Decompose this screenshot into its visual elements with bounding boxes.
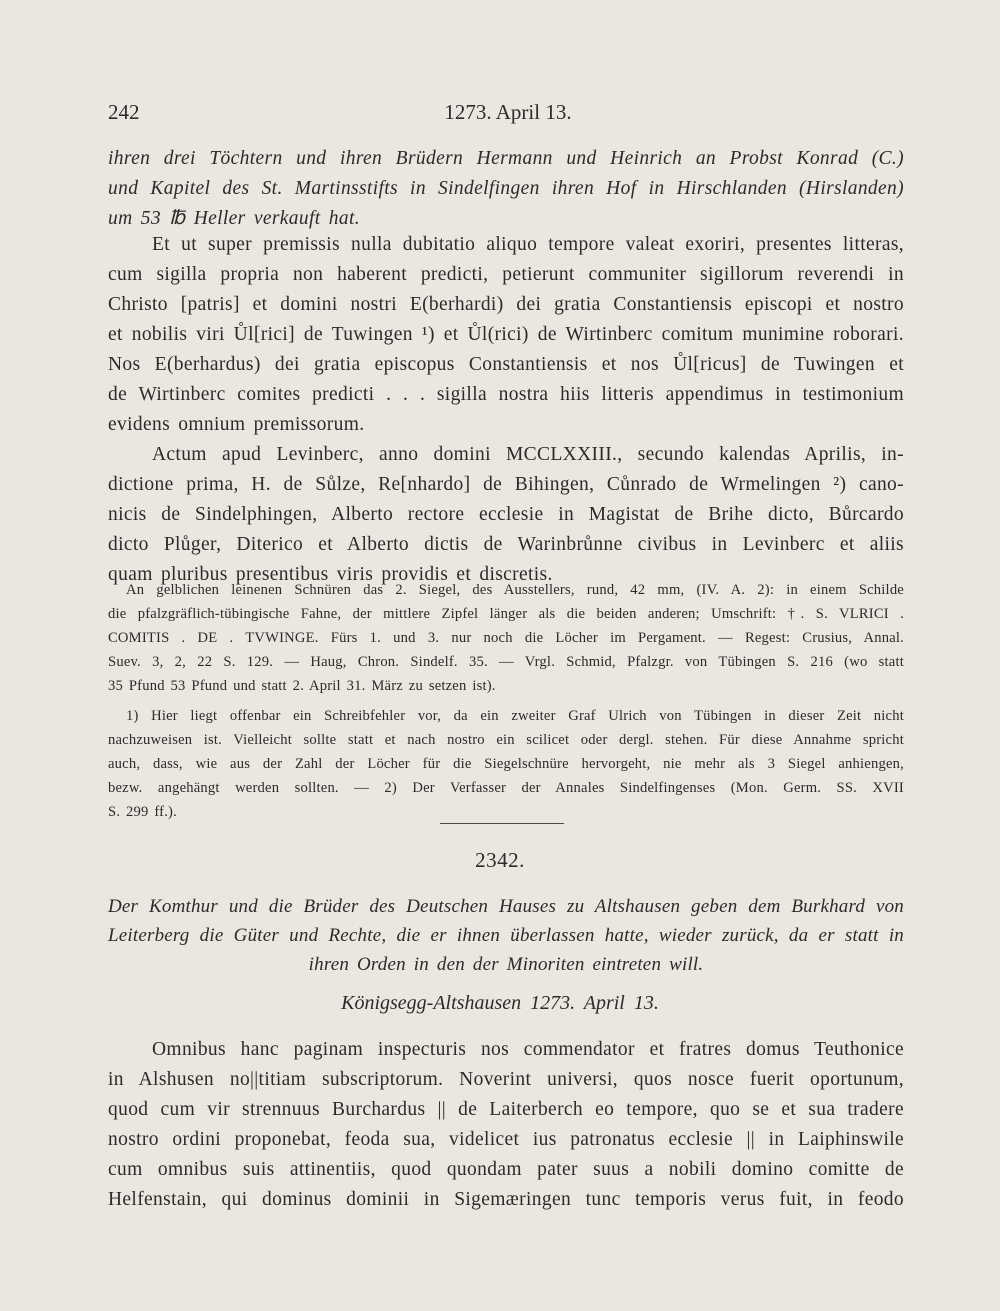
note-line: Suev. 3, 2, 22 S. 129. — Haug, Chron. Sindelf. 35. — Vrgl. Schmid, Pfalzgr. von Tübingen S. 216 (wo statt — [108, 654, 904, 670]
text-line: dictione prima, H. de Sůlze, Re[nhardo] de Bihingen, Cůnrado de Wrmelingen ²) cano- — [108, 474, 904, 495]
text-line: evidens omnium premissorum. — [108, 414, 365, 435]
note-line: An gelblichen leinenen Schnüren das 2. Siegel, des Ausstellers, rund, 42 mm, (IV. A. 2): in einem Schilde — [126, 582, 904, 598]
place-and-date: Königsegg-Altshausen 1273. April 13. — [341, 992, 659, 1014]
text-line: Helfenstain, qui dominus dominii in Sigemæringen tunc temporis verus fuit, in feodo — [108, 1189, 904, 1210]
document-summary — [108, 892, 904, 979]
seal-note — [108, 578, 904, 698]
page-number: 242 — [108, 100, 140, 124]
charter-body — [108, 1035, 904, 1215]
summary-line: Der Komthur und die Brüder des Deutschen Hauses zu Altshausen geben dem Burkhard von — [108, 896, 904, 917]
note-line: COMITIS . DE . TVWINGE. Fürs 1. und 3. nur noch die Löcher im Pergament. — Regest: Crusius, Annal. — [108, 630, 904, 646]
footnote-line: S. 299 ff.). — [108, 804, 177, 820]
text-line: de Wirtinberc comites predicti . . . sigilla nostra hiis litteris appendimus in testimonium — [108, 384, 904, 405]
section-divider — [440, 823, 564, 824]
text-line: Actum apud Levinberc, anno domini MCCLXXIII., secundo kalendas Aprilis, in- — [152, 444, 904, 465]
text-line: Christo [patris] et domini nostri E(berhardi) dei gratia Constantiensis episcopi et nostro — [108, 294, 904, 315]
note-line: die pfalzgräflich-tübingische Fahne, der mittlere Zipfel länger als die beiden anderen; Umschrift: †. S. VLRICI . — [108, 606, 904, 622]
running-header — [108, 100, 908, 130]
text-line: quam pluribus presentibus viris providis et discretis. — [108, 564, 553, 585]
header-date: 1273. April 13. — [444, 100, 572, 124]
footnote-line: bezw. angehängt werden sollten. — 2) Der Verfasser der Annales Sindelfingenses (Mon. Germ. SS. XVII — [108, 780, 904, 796]
text-line: Et ut super premissis nulla dubitatio aliquo tempore valeat exoriri, presentes litteras, — [152, 234, 904, 255]
previous-document-summary-end — [108, 144, 904, 234]
text-line: und Kapitel des St. Martinsstifts in Sindelfingen ihren Hof in Hirschlanden (Hirslanden) — [108, 178, 904, 199]
text-line: in Alshusen no||titiam subscriptorum. Noverint universi, quos nosce fuerit oportunum, — [108, 1069, 904, 1090]
text-line: um 53 ℔ Heller verkauft hat. — [108, 208, 360, 229]
document-number: 2342. — [475, 848, 525, 872]
text-line: ihren drei Töchtern und ihren Brüdern Hermann und Heinrich an Probst Konrad (C.) — [108, 148, 904, 169]
text-line: et nobilis viri Ůl[rici] de Tuwingen ¹) et Ůl(rici) de Wirtinberc comitum munimine roborari. — [108, 324, 904, 345]
text-line: Omnibus hanc paginam inspecturis nos commendator et fratres domus Teuthonice — [152, 1039, 904, 1060]
note-line: 35 Pfund 53 Pfund und statt 2. April 31. März zu setzen ist). — [108, 678, 496, 694]
summary-line: ihren Orden in den der Minoriten eintreten will. — [308, 954, 704, 975]
text-line: quod cum vir strennuus Burchardus || de Laiterberch eo tempore, quo se et sua tradere — [108, 1099, 904, 1120]
text-line: cum sigilla propria non haberent predicti, petierunt communiter sigillorum reverendi in — [108, 264, 904, 285]
summary-line: Leiterberg die Güter und Rechte, die er ihnen überlassen hatte, wieder zurück, da er statt in — [108, 925, 904, 946]
text-line: Nos E(berhardus) dei gratia episcopus Constantiensis et nos Ůl[ricus] de Tuwingen et — [108, 354, 904, 375]
footnote-line: nachzuweisen ist. Vielleicht sollte statt et nach nostro ein scilicet oder dergl. stehen. Für diese Annahme spricht — [108, 732, 904, 748]
text-line: nostro ordini proponebat, feoda sua, videlicet ius patronatus ecclesie || in Laiphinswile — [108, 1129, 904, 1150]
footnotes — [108, 704, 904, 824]
footnote-line: 1) Hier liegt offenbar ein Schreibfehler vor, da ein zweiter Graf Ulrich von Tübingen in dieser Zeit nicht — [126, 708, 904, 724]
charter-text — [108, 230, 904, 590]
text-line: cum omnibus suis attinentiis, quod quondam pater suus a nobili domino comitte de — [108, 1159, 904, 1180]
text-line: dicto Plůger, Diterico et Alberto dictis de Warinbrůnne civibus in Levinberc et aliis — [108, 534, 904, 555]
text-line: nicis de Sindelphingen, Alberto rectore ecclesie in Magistat de Brihe dicto, Bůrcardo — [108, 504, 904, 525]
footnote-line: auch, dass, wie aus der Zahl der Löcher für die Siegelschnüre hervorgeht, nie mehr als 3 Siegel anhiengen, — [108, 756, 904, 772]
